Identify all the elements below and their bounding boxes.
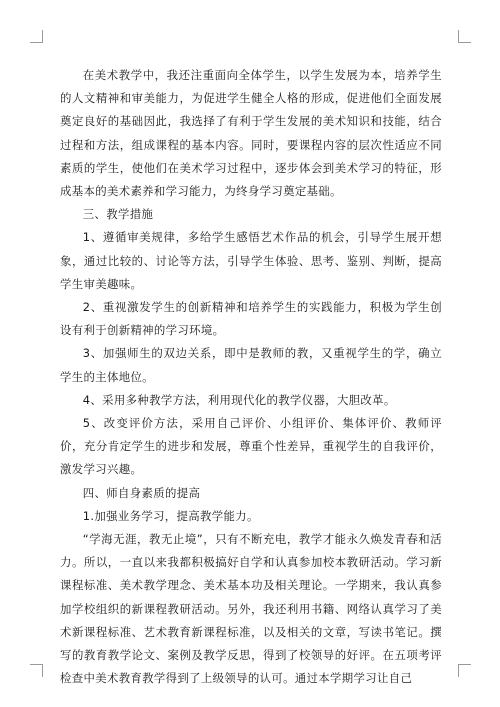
paragraph-measure-4: 4、采用多种教学方法，利用现代化的教学仪器，大胆改革。	[82, 392, 396, 407]
paragraph-measure-3: 3、加强师生的双边关系，即中是教师的教，又重视学生的学，确立学生的主体地位。	[60, 346, 442, 384]
paragraph-measure-5: 5、改变评价方法，采用自己评价、小组评价、集体评价、教师评价，充分肯定学生的进步和发展，尊重个性差异，重视学生的自我评价，激发学习兴趣。	[60, 416, 442, 477]
paragraph-intro: 在美术教学中，我还注重面向全体学生，以学生发展为本，培养学生的人文精神和审美能力，为促进学生健全人格的形成，促进他们全面发展奠定良好的基础因此，我选择了有利于学生发展的美术知识和技能，结合过程和方法，组成课程的基本内容。同时，要课程内容的层次性适应不同素质的学生，使他们在美术学习过程中，逐步体会到美术学习的特征，形成基本的美术素养和学习能力，为终身学习奠定基础。	[60, 68, 442, 199]
crop-mark-bottom-left	[30, 664, 43, 677]
paragraph-learning: “学海无涯，教无止境”，只有不断充电，教学才能永久焕发青春和活力。所以，一直以来我都积极搞好自学和认真参加校本教研活动。学习新课程标准、美术教学理念、美术基本功及相关理论。一学期来，我认真参加学校组织的新课程教研活动。另外，我还利用书籍、网络认真学习了美术新课程标准、艺术教育新课程标准，以及相关的文章，写读书笔记。撰写的教育教学论文、案例及教学反思，得到了校领导的好评。在五项考评检查中美术教育教学得到了上级领导的认可。通过本学期学习让自己	[60, 532, 442, 686]
section-heading-teacher-quality: 四、师自身素质的提高	[82, 485, 201, 500]
section-heading-teaching-measures: 三、教学措施	[82, 207, 154, 222]
subheading-business-learning: 1.加强业务学习，提高教学能力。	[82, 508, 259, 523]
crop-mark-bottom-right	[458, 664, 471, 677]
crop-mark-top-right	[458, 30, 471, 43]
paragraph-measure-1: 1、遵循审美规律，多给学生感悟艺术作品的机会，引导学生展开想象，通过比较的、讨论等方法，引导学生体验、思考、鉴别、判断，提高学生审美趣味。	[60, 230, 442, 291]
crop-mark-top-left	[30, 30, 43, 43]
document-body	[60, 64, 442, 690]
paragraph-measure-2: 2、重视激发学生的创新精神和培养学生的实践能力，积极为学生创设有利于创新精神的学习环境。	[60, 300, 442, 338]
